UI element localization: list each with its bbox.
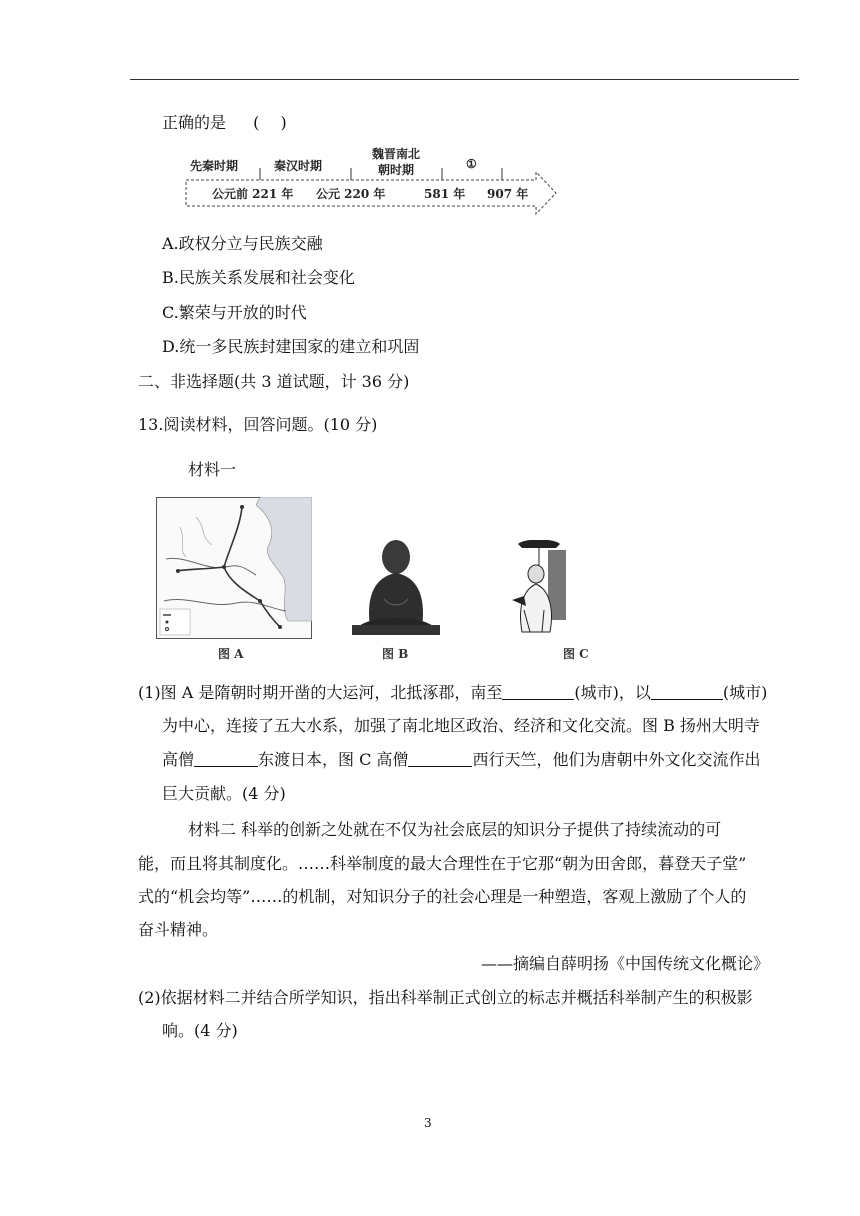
material2-line2: 能，而且将其制度化。……科举制度的最大合理性在于它那“朝为田舍郎，暮登天子堂” (138, 854, 747, 873)
header-rule (130, 79, 799, 80)
timeline-period: 朝时期 (378, 163, 415, 177)
timeline-period: 秦汉时期 (274, 159, 323, 173)
material2-line1: 材料二 科举的创新之处就在不仅为社会底层的知识分子提供了持续流动的可 (188, 820, 722, 839)
map-legend (160, 609, 190, 635)
timeline-date: 公元 220 年 (316, 187, 386, 201)
option-a: A.政权分立与民族交融 (162, 234, 323, 253)
grand-canal-map (156, 497, 312, 639)
timeline-figure (182, 146, 560, 218)
answer-blank[interactable] (408, 750, 472, 767)
statue-head (382, 540, 410, 574)
option-c: C.繁荣与开放的时代 (162, 303, 307, 322)
timeline-period: 魏晋南北 (372, 147, 421, 161)
timeline-period-blank: ① (466, 157, 477, 171)
q13-1-text: 高僧 (162, 750, 195, 769)
figure-a-caption: 图 A (218, 647, 244, 661)
canopy (518, 540, 560, 548)
material2-line3: 式的“机会均等”……的机制，对知识分子的社会心理是一种塑造，客观上激励了个人的 (138, 887, 747, 906)
legend-city-dot (166, 621, 169, 624)
material1-label: 材料一 (188, 460, 237, 479)
answer-blank[interactable] (502, 683, 574, 700)
city-marker (176, 569, 180, 573)
option-d: D.统一多民族封建国家的建立和巩固 (162, 337, 420, 356)
q12-answer-paren: ( ) (253, 113, 287, 132)
q13-1-line4: 巨大贡献。(4 分) (162, 784, 286, 803)
q13-1-text: (城市)，以 (574, 683, 651, 702)
city-marker (278, 625, 282, 629)
q13-1-line3 (162, 750, 760, 770)
timeline-period: 先秦时期 (190, 159, 239, 173)
timeline-date: 907 年 (487, 187, 529, 201)
q13-title: 13.阅读材料，回答问题。(10 分) (138, 415, 378, 434)
monk-head (528, 565, 544, 583)
city-marker (258, 599, 262, 603)
monk-journey-image (504, 540, 574, 638)
city-marker (222, 565, 226, 569)
q13-2-line2: 响。(4 分) (162, 1021, 238, 1040)
q13-1-text: 东渡日本，图 C 高僧 (258, 750, 409, 769)
q13-1-text: (1)图 A 是隋朝时期开凿的大运河，北抵涿郡，南至 (138, 683, 503, 702)
q12-stem (162, 113, 287, 133)
figure-b-caption: 图 B (382, 647, 409, 661)
section-heading: 二、非选择题(共 3 道试题，计 36 分) (138, 372, 410, 391)
answer-blank[interactable] (651, 683, 723, 700)
timeline-date: 581 年 (424, 187, 466, 201)
option-b: B.民族关系发展和社会变化 (162, 268, 355, 287)
material2-source: ——摘编自薛明扬《中国传统文化概论》 (481, 954, 770, 973)
q13-1-line2: 为中心，连接了五大水系，加强了南北地区政治、经济和文化交流。图 B 扬州大明寺 (162, 716, 760, 735)
timeline-date: 公元前 221 年 (212, 187, 294, 201)
monk-statue-image (350, 537, 442, 637)
q12-stem-text: 正确的是 (162, 113, 227, 132)
material2-line4: 奋斗精神。 (138, 920, 219, 939)
page-number: 3 (424, 1116, 432, 1130)
q13-2-line1: (2)依据材料二并结合所学知识，指出科举制正式创立的标志并概括科举制产生的积极影 (138, 988, 753, 1007)
statue-base (352, 625, 440, 635)
q13-1-text: (城市) (722, 683, 768, 702)
city-marker (240, 505, 244, 509)
figure-c-caption: 图 C (563, 647, 589, 661)
answer-blank[interactable] (194, 750, 258, 767)
q13-1-line1 (138, 683, 767, 703)
q13-1-text: 西行天竺，他们为唐朝中外文化交流作出 (472, 750, 761, 769)
